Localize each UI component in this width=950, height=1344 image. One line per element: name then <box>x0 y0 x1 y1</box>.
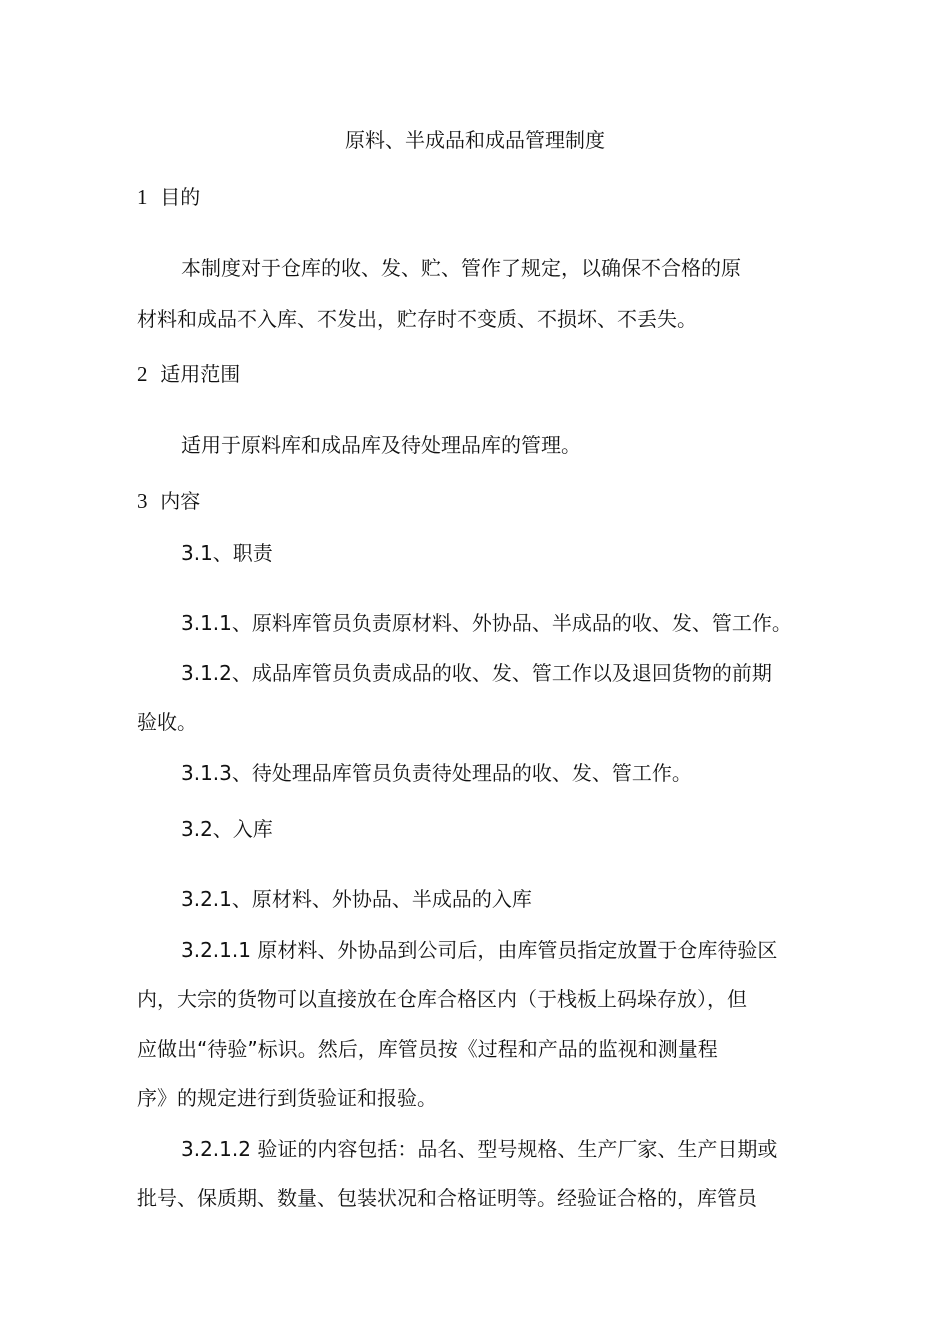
section-number: 2 <box>137 362 148 386</box>
paragraph-line: 3.2.1、原材料、外协品、半成品的入库 <box>181 887 532 911</box>
section-number: 3 <box>137 489 148 513</box>
section-title: 内容 <box>160 489 201 513</box>
subsection-heading: 3.2、入库 <box>181 817 273 841</box>
section-2-heading <box>137 361 240 387</box>
paragraph-line: 3.1.2、成品库管员负责成品的收、发、管工作以及退回货物的前期 <box>181 661 772 685</box>
paragraph-line: 3.2.1.1 原材料、外协品到公司后，由库管员指定放置于仓库待验区 <box>181 938 778 962</box>
document-title: 原料、半成品和成品管理制度 <box>345 128 605 152</box>
paragraph-line: 适用于原料库和成品库及待处理品库的管理。 <box>181 433 581 457</box>
paragraph-line: 应做出“待验”标识。然后，库管员按《过程和产品的监视和测量程 <box>137 1037 718 1061</box>
paragraph-line: 内，大宗的货物可以直接放在仓库合格区内（于栈板上码垛存放），但 <box>137 987 747 1011</box>
section-3-heading <box>137 488 200 514</box>
paragraph-line: 批号、保质期、数量、包装状况和合格证明等。经验证合格的，库管员 <box>137 1186 757 1210</box>
paragraph-line: 本制度对于仓库的收、发、贮、管作了规定，以确保不合格的原 <box>181 256 741 280</box>
paragraph-line: 3.1.3、待处理品库管员负责待处理品的收、发、管工作。 <box>181 761 692 785</box>
paragraph-line: 3.2.1.2 验证的内容包括：品名、型号规格、生产厂家、生产日期或 <box>181 1137 778 1161</box>
section-title: 适用范围 <box>160 362 241 386</box>
section-title: 目的 <box>160 185 201 209</box>
paragraph-line: 验收。 <box>137 710 197 734</box>
section-1-heading <box>137 184 200 210</box>
paragraph-line: 材料和成品不入库、不发出，贮存时不变质、不损坏、不丢失。 <box>137 307 697 331</box>
paragraph-line: 3.1.1、原料库管员负责原材料、外协品、半成品的收、发、管工作。 <box>181 611 792 635</box>
subsection-heading: 3.1、职责 <box>181 541 273 565</box>
paragraph-line: 序》的规定进行到货验证和报验。 <box>137 1086 437 1110</box>
section-number: 1 <box>137 185 148 209</box>
